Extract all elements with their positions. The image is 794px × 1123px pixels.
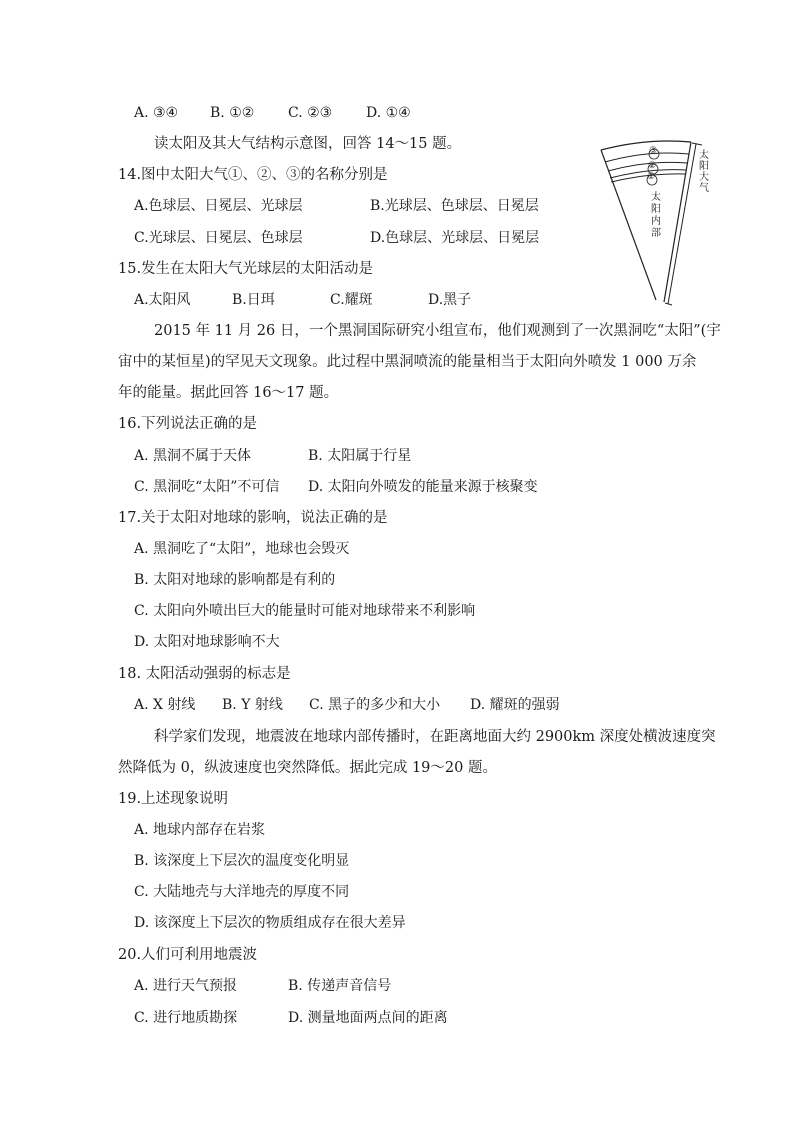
q18-stem: 18. 太阳活动强弱的标志是	[118, 666, 291, 682]
q17-option-a: A. 黑洞吃了“太阳”，地球也会毁灭	[134, 541, 350, 557]
q16-option-a: A. 黑洞不属于天体	[134, 448, 252, 464]
prev-option-c: C. ②③	[288, 105, 333, 121]
q18-option-d: D. 耀斑的强弱	[470, 697, 560, 713]
q15-option-b: B.日珥	[232, 292, 275, 308]
q18-option-b: B. Y 射线	[222, 697, 283, 713]
inner-label: 太阳内部	[651, 192, 661, 239]
q19-option-b: B. 该深度上下层次的温度变化明显	[134, 853, 350, 869]
q16-option-d: D. 太阳向外喷发的能量来源于核聚变	[308, 479, 538, 495]
q14-option-c: C.光球层、日冕层、色球层	[134, 230, 303, 246]
passage-19-20-line-1: 科学家们发现，地震波在地球内部传播时，在距离地面大约 2900km 深度处横波速度突	[154, 729, 716, 745]
passage-16-17-line-2: 宙中的某恒星)的罕见天文现象。此过程中黑洞喷流的能量相当于太阳向外喷发 1 000 万余	[118, 354, 697, 370]
q18-option-a: A. X 射线	[134, 697, 196, 713]
q20-stem: 20.人们可利用地震波	[118, 947, 258, 963]
q20-option-c: C. 进行地质勘探	[134, 1010, 238, 1026]
q15-option-c: C.耀斑	[330, 292, 373, 308]
q20-option-a: A. 进行天气预报	[134, 978, 238, 994]
q19-option-c: C. 大陆地壳与大洋地壳的厚度不同	[134, 884, 350, 900]
q18-option-c: C. 黑子的多少和大小	[309, 697, 441, 713]
prev-option-b: B. ①②	[210, 105, 255, 121]
ring-label-3: ③	[649, 146, 658, 156]
q15-option-d: D.黑子	[428, 292, 472, 308]
passage-16-17-line-1: 2015 年 11 月 26 日，一个黑洞国际研究小组宣布，他们观测到了一次黑洞吃“太阳”(宇	[154, 323, 721, 339]
passage-16-17-line-3: 年的能量。据此回答 16～17 题。	[118, 385, 339, 401]
ring-label-1: ①	[647, 172, 656, 182]
q17-option-c: C. 太阳向外喷出巨大的能量时可能对地球带来不利影响	[134, 603, 476, 619]
q16-stem: 16.下列说法正确的是	[118, 416, 258, 432]
q14-stem: 14.图中太阳大气①、②、③的名称分别是	[118, 167, 388, 183]
ring-label-2: ②	[648, 161, 657, 171]
q16-option-c: C. 黑洞吃“太阳”不可信	[134, 479, 280, 495]
outer-label: 太阳大气	[699, 150, 709, 194]
q14-option-a: A.色球层、日冕层、光球层	[134, 198, 303, 214]
q20-option-d: D. 测量地面两点间的距离	[288, 1010, 448, 1026]
q17-option-d: D. 太阳对地球影响不大	[134, 634, 280, 650]
q15-option-a: A.太阳风	[134, 292, 191, 308]
q14-option-b: B.光球层、色球层、日冕层	[370, 198, 539, 214]
q17-stem: 17.关于太阳对地球的影响，说法正确的是	[118, 510, 388, 526]
q20-option-b: B. 传递声音信号	[288, 978, 392, 994]
passage-19-20-line-2: 然降低为 0，纵波速度也突然降低。据此完成 19～20 题。	[118, 760, 497, 776]
prev-option-a: A. ③④	[134, 105, 179, 121]
q19-option-d: D. 该深度上下层次的物质组成存在很大差异	[134, 915, 406, 931]
intro-14-15: 读太阳及其大气结构示意图，回答 14～15 题。	[154, 136, 462, 152]
q19-stem: 19.上述现象说明	[118, 791, 229, 807]
prev-option-d: D. ①④	[366, 105, 411, 121]
q15-stem: 15.发生在太阳大气光球层的太阳活动是	[118, 261, 374, 277]
sun-structure-figure	[596, 140, 716, 310]
q14-option-d: D.色球层、光球层、日冕层	[370, 230, 540, 246]
q19-option-a: A. 地球内部存在岩浆	[134, 822, 266, 838]
q16-option-b: B. 太阳属于行星	[308, 448, 412, 464]
q17-option-b: B. 太阳对地球的影响都是有利的	[134, 572, 336, 588]
